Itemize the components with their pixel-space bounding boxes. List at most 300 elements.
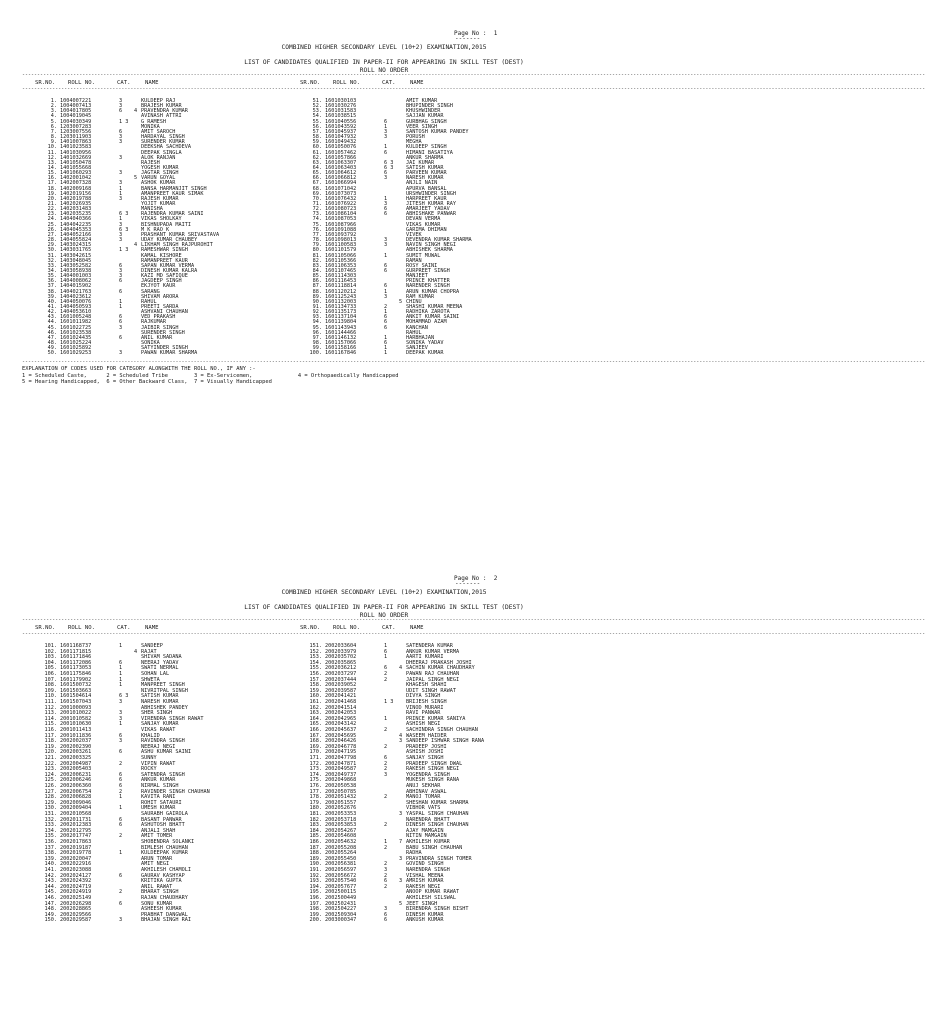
category: 3: [119, 98, 123, 104]
roll-no: 1601171846: [60, 654, 92, 661]
category: 6: [119, 108, 123, 115]
category: 1: [119, 643, 123, 649]
roll-no: 1601139804: [325, 319, 357, 326]
roll-no: 1601080723: [325, 206, 357, 213]
sr-no: 17.: [47, 180, 57, 187]
candidate-name: HARDAYAL SINGH: [141, 134, 185, 141]
candidate-name: NARENDRA BHATT: [406, 816, 450, 823]
candidate-name: SATENDERA KUMAR: [406, 643, 453, 649]
roll-no: 2002057677: [325, 883, 357, 890]
sr-no: 18.: [47, 185, 57, 192]
candidate-name: RAVINDER SINGH CHAUHAN: [141, 788, 210, 795]
header-roll-right: ROLL NO.: [333, 80, 360, 86]
header-cat-left: CAT.: [117, 625, 131, 631]
roll-no: 2002020047: [60, 855, 92, 862]
candidate-name: KHUSHWINDER: [406, 108, 441, 115]
category: 3: [384, 906, 388, 913]
roll-no: 1601076922: [325, 201, 357, 207]
category: 2: [384, 794, 388, 801]
roll-no: 1601173053: [60, 665, 92, 672]
roll-no: 2002041421: [325, 693, 357, 700]
sr-no: 22.: [47, 206, 57, 213]
candidate-name: ANKUR SHARMA: [406, 154, 444, 161]
sr-no: 64.: [312, 164, 322, 171]
page-number-underline: -------: [455, 580, 481, 587]
sr-no: 153.: [309, 654, 322, 661]
candidate-name: URSHWINDER SINGH: [406, 190, 456, 197]
roll-no: 2002004987: [60, 760, 92, 767]
sr-no: 158.: [309, 682, 322, 689]
candidate-name: DEEPAK SINGLA: [141, 149, 182, 156]
sr-no: 24.: [47, 216, 57, 223]
candidate-name: RAHUL: [406, 329, 422, 336]
category: 1: [384, 839, 388, 845]
candidate-name: ANKUR KUMAR VERMA: [406, 648, 460, 655]
sr-no: 42.: [47, 309, 57, 316]
candidate-name: MANJEET: [406, 273, 428, 280]
order-label: ROLL NO ORDER: [359, 612, 409, 619]
category: 1: [384, 345, 388, 352]
candidate-name: LIKHAM SINGH RAJPUROHIT: [141, 242, 213, 249]
roll-no: 1601022725: [60, 324, 92, 331]
category: 3: [384, 293, 388, 300]
candidate-name: ABHISHEK SHARMA: [406, 247, 453, 254]
candidate-name: AKHILESH CHAMOLI: [141, 867, 191, 873]
list-title: LIST OF CANDIDATES QUALIFIED IN PAPER-II FOR APPEARING IN SKILL TEST (DEST): [244, 59, 524, 66]
sr-no: 186.: [309, 839, 322, 845]
roll-no: 1601144466: [325, 329, 357, 336]
candidate-name: G RAMESH: [141, 118, 166, 125]
candidate-name: JAIPAL SINGH NEGI: [406, 676, 460, 683]
roll-no: 1601101579: [325, 247, 357, 254]
roll-no: 1601031583: [325, 108, 357, 115]
category: 6: [119, 314, 123, 321]
candidate-name: DHEERAJ PRAKASH JOSHI: [406, 659, 472, 666]
category: 1: [119, 682, 123, 689]
candidate-name: YASPAL SINGH CHAUHAN: [406, 811, 469, 817]
sr-no: 94.: [312, 319, 322, 326]
candidate-name: AKHILESH SILSWAL: [406, 895, 456, 901]
sr-no: 99.: [312, 345, 322, 352]
candidate-name: NEERAJ NEGI: [141, 743, 176, 750]
category: 6: [384, 283, 388, 290]
candidate-name: KAVITA RANI: [141, 794, 176, 801]
category-extra: 3: [399, 738, 403, 745]
sr-no: 75.: [312, 221, 322, 228]
sr-no: 180.: [309, 805, 322, 812]
category: 6: [119, 262, 123, 269]
roll-no: 1404042235: [60, 221, 92, 228]
roll-no: 2002012795: [60, 827, 92, 834]
sr-no: 93.: [312, 314, 322, 321]
roll-no: 2002050538: [325, 783, 357, 789]
candidate-name: SANJAY SINGH: [406, 755, 444, 761]
roll-no: 1402019156: [60, 190, 92, 197]
candidate-name: BABU SINGH CHAUHAN: [406, 844, 463, 851]
roll-no: 1601158166: [325, 345, 357, 352]
roll-no: 2002024719: [60, 883, 92, 890]
sr-no: 25.: [47, 221, 57, 228]
roll-no: 1601118814: [325, 283, 357, 290]
roll-no: 1601179902: [60, 676, 92, 683]
sr-no: 59.: [312, 139, 322, 146]
category: 2: [384, 822, 388, 829]
candidate-name: HARBHAJAN: [406, 334, 435, 341]
sr-no: 77.: [312, 231, 322, 238]
category: 6: [119, 777, 123, 784]
roll-no: 1601066812: [325, 175, 357, 182]
category: 6: [119, 288, 123, 295]
roll-no: 2001011836: [60, 732, 92, 739]
sr-no: 74.: [312, 216, 322, 223]
category: 6: [384, 262, 388, 269]
candidate-name: AARTI KUMARI: [406, 654, 444, 661]
category-legend-line: 1 = Scheduled Caste, 2 = Scheduled Tribe 3 = Ex-Servicemen, 4 = Orthopaedically Handicapped: [22, 372, 399, 379]
roll-no: 1004007413: [60, 103, 92, 110]
roll-no: 1601135173: [325, 309, 357, 316]
candidate-name: ASHVANI CHAUHAN: [141, 309, 188, 316]
category-extra: 3: [399, 855, 403, 862]
candidate-name: NITIN MAMGAIN: [406, 833, 447, 840]
roll-no: 2002037297: [325, 671, 357, 677]
sr-no: 173.: [309, 766, 322, 773]
roll-no: 2003000347: [325, 917, 357, 924]
candidate-name: KANCHAN: [406, 324, 428, 331]
sr-no: 53.: [312, 108, 322, 115]
roll-no: 1404050076: [60, 298, 92, 305]
candidate-name: VED PRAKASH: [141, 314, 176, 321]
sr-no: 142.: [44, 872, 57, 879]
roll-no: 1601030103: [325, 98, 357, 104]
category: 1: [119, 794, 123, 801]
category: 6: [119, 659, 123, 666]
roll-no: 2002509304: [325, 911, 357, 918]
sr-no: 129.: [44, 799, 57, 806]
roll-no: 1601172086: [60, 659, 92, 666]
roll-no: 1401023583: [60, 144, 92, 151]
category: 3: [384, 128, 388, 135]
sr-no: 95.: [312, 324, 322, 331]
category: 3: [119, 273, 123, 280]
sr-no: 143.: [44, 878, 57, 885]
candidate-name: M K RAO K: [141, 226, 170, 233]
roll-no: 2002049868: [325, 777, 357, 784]
sr-no: 188.: [309, 850, 322, 857]
candidate-name: BASANT PANWAR: [141, 816, 182, 823]
sr-no: 168.: [309, 738, 322, 745]
sr-no: 13.: [47, 159, 57, 166]
sr-no: 120.: [44, 749, 57, 756]
sr-no: 87.: [312, 283, 322, 290]
sr-no: 130.: [44, 805, 57, 812]
candidate-name: NIRMAL SINGH: [141, 783, 179, 789]
candidate-name: PRASHANT KUMAR SRIVASTAVA: [141, 231, 220, 238]
category: 3: [119, 350, 123, 357]
sr-no: 138.: [44, 850, 57, 857]
sr-no: 14.: [47, 164, 57, 171]
sr-no: 98.: [312, 340, 322, 347]
roll-no: 2002049587: [325, 766, 357, 773]
roll-no: 2002024919: [60, 889, 92, 896]
category: 2: [119, 833, 123, 840]
roll-no: 1401050478: [60, 159, 92, 166]
category: 2: [384, 743, 388, 750]
sr-no: 76.: [312, 226, 322, 233]
roll-no: 1403042615: [60, 252, 92, 259]
roll-no: 2002041468: [325, 699, 357, 705]
roll-no: 1601049432: [325, 139, 357, 146]
roll-no: 1601064612: [325, 170, 357, 177]
sr-no: 48.: [47, 340, 57, 347]
sr-no: 102.: [44, 648, 57, 655]
sr-no: 67.: [312, 180, 322, 187]
category-extra: 4: [134, 242, 138, 249]
candidate-name: MANOJ TOMAR: [406, 794, 441, 801]
sr-no: 134.: [44, 827, 57, 834]
category-legend-line: 5 = Hearing Handicapped, 6 = Other Backward Class, 7 = Visually Handicapped: [22, 379, 272, 385]
roll-no: 1601504614: [60, 693, 92, 700]
candidate-name: VIBHOR VATS: [406, 805, 441, 812]
sr-no: 80.: [312, 247, 322, 254]
category: 1 3: [384, 699, 394, 705]
candidate-name: ANJLI NAIN: [406, 180, 438, 187]
candidate-name: SANJAY KUMAR: [141, 721, 179, 728]
roll-no: 2002025149: [60, 895, 92, 901]
category: 1: [119, 298, 123, 305]
candidate-name: ANIL RAWAT: [141, 883, 173, 890]
candidate-name: HARPREET KAUR: [406, 195, 447, 202]
sr-no: 69.: [312, 190, 322, 197]
sr-no: 20.: [47, 195, 57, 202]
roll-no: 2002006231: [60, 771, 92, 778]
sr-no: 28.: [47, 237, 57, 244]
roll-no: 1601503663: [60, 687, 92, 694]
sr-no: 3.: [50, 108, 57, 115]
sr-no: 86.: [312, 278, 322, 285]
candidate-name: DINESH KUMAR KALRA: [141, 267, 198, 274]
candidate-name: AMARJEET YADAV: [406, 206, 450, 213]
candidate-name: PRAVENDRA KUMAR: [141, 108, 188, 115]
roll-no: 2002012383: [60, 822, 92, 829]
candidate-name: ANKIT KUMAR SAINI: [406, 314, 460, 321]
sr-no: 60.: [312, 144, 322, 151]
sr-no: 61.: [312, 149, 322, 156]
candidate-name: PRINCE KHATTER: [406, 278, 450, 285]
roll-no: 2002500449: [325, 895, 357, 901]
candidate-name: SURENDER KUMAR: [141, 139, 185, 146]
candidate-name: DEVAN VERMA: [406, 216, 441, 223]
roll-no: 1601087966: [325, 221, 357, 228]
candidate-name: SUNNY: [141, 755, 157, 761]
roll-no: 1601091088: [325, 226, 357, 233]
sr-no: 152.: [309, 648, 322, 655]
sr-no: 70.: [312, 195, 322, 202]
candidate-name: ASHISH NEGI: [406, 721, 441, 728]
roll-no: 2002035865: [325, 659, 357, 666]
roll-no: 2002055450: [325, 855, 357, 862]
candidate-name: YOGESH KUMAR: [141, 164, 179, 171]
candidate-name: RAVI PANWAR: [406, 710, 441, 717]
roll-no: 1601105366: [325, 257, 357, 264]
roll-no: 1601098013: [325, 237, 357, 244]
category: 3: [119, 738, 123, 745]
sr-no: 50.: [47, 350, 57, 357]
category: 3: [119, 170, 123, 177]
roll-no: 2002051432: [325, 794, 357, 801]
sr-no: 54.: [312, 113, 322, 120]
sr-no: 43.: [47, 314, 57, 321]
sr-no: 55.: [312, 118, 322, 125]
candidate-name: ALOK RANJAN: [141, 154, 176, 161]
candidate-name: GURPREET SINGH: [406, 267, 450, 274]
category: 6: [384, 917, 388, 924]
candidate-name: ASHUTOSH BHATT: [141, 822, 185, 829]
category: 3: [119, 699, 123, 705]
header-sr-right: SR.NO.: [300, 80, 321, 86]
category: 3: [384, 237, 388, 244]
category: 6: [119, 128, 123, 135]
sr-no: 47.: [47, 334, 57, 341]
list-end-rule: ------------------------------------------------------------------------------------------------------------------------------------------------------------------------------------------------------------------------------------------------------------------------------------------------------------: [22, 359, 925, 365]
candidate-name: DEVENDRA KUMAR SHARMA: [406, 237, 472, 244]
candidate-name: VIVEK: [406, 231, 422, 238]
sr-no: 141.: [44, 867, 57, 873]
candidate-name: BRAJESH KUMAR: [141, 103, 182, 110]
roll-no: 2002006360: [60, 783, 92, 789]
candidate-name: SOHAN LAL: [141, 671, 170, 677]
roll-no: 1601025224: [60, 340, 92, 347]
roll-no: 2002050785: [325, 788, 357, 795]
candidate-name: JITESH KUMAR RAY: [406, 201, 456, 207]
sr-no: 44.: [47, 319, 57, 326]
sr-no: 23.: [47, 211, 57, 218]
candidate-name: SANJEEV: [406, 345, 428, 352]
category: 1: [119, 304, 123, 310]
header-name-left: NAME: [145, 80, 159, 86]
roll-no: 2002043142: [325, 721, 357, 728]
candidate-name: PAWAN KUMAR SHARMA: [141, 350, 198, 357]
candidate-name: NARESH KUMAR: [406, 175, 444, 182]
candidate-name: VARUN GOYAL: [141, 175, 176, 182]
sr-no: 159.: [309, 687, 322, 694]
candidate-name: GOVIND SINGH: [406, 861, 444, 868]
candidate-name: GARIMA DHIMAN: [406, 226, 447, 233]
sr-no: 40.: [47, 298, 57, 305]
candidate-name: RAMANPREET KAUR: [141, 257, 188, 264]
category: 6: [384, 648, 388, 655]
sr-no: 4.: [50, 113, 57, 120]
category: 2: [384, 760, 388, 767]
candidate-name: SANDEEP: [141, 643, 163, 649]
roll-no: 2002002390: [60, 743, 92, 750]
sr-no: 2.: [50, 103, 57, 110]
category: 2: [384, 304, 388, 310]
roll-no: 1601105066: [325, 252, 357, 259]
category: 3: [119, 231, 123, 238]
category-extra: 5: [134, 175, 138, 182]
roll-no: 1402031483: [60, 206, 92, 213]
category: 6: [384, 267, 388, 274]
roll-no: 1601157066: [325, 340, 357, 347]
sr-no: 66.: [312, 175, 322, 182]
category: 6: [384, 314, 388, 321]
roll-no: 2002056672: [325, 872, 357, 879]
sr-no: 157.: [309, 676, 322, 683]
header-cat-right: CAT.: [382, 625, 396, 631]
sr-no: 171.: [309, 755, 322, 761]
sr-no: 149.: [44, 911, 57, 918]
candidate-name: SURENDER SINGH: [141, 329, 185, 336]
category: 6: [384, 211, 388, 218]
page-number: Page No : 2: [454, 575, 498, 582]
roll-no: 1404053610: [60, 309, 92, 316]
category: 6: [119, 319, 123, 326]
category: 3: [119, 139, 123, 146]
roll-no: 2002053853: [325, 822, 357, 829]
category-extra: 4: [134, 108, 138, 115]
sr-no: 8.: [50, 134, 57, 141]
header-sr-left: SR.NO.: [35, 625, 56, 631]
page-number-underline: -------: [455, 35, 481, 42]
sr-no: 73.: [312, 211, 322, 218]
roll-no: 2002051557: [325, 799, 357, 806]
sr-no: 167.: [309, 732, 322, 739]
candidate-name: SHASHI KUMAR MEENA: [406, 304, 463, 310]
roll-no: 2002037444: [325, 676, 357, 683]
category: 3: [384, 175, 388, 182]
candidate-name: MANPREET SINGH: [141, 682, 185, 689]
roll-no: 1402026935: [60, 201, 92, 207]
roll-no: 1601047932: [325, 134, 357, 141]
roll-no: 2002045637: [325, 727, 357, 733]
candidate-name: SHOBENDRA SOLANKI: [141, 839, 195, 845]
sr-no: 115.: [44, 721, 57, 728]
roll-no: 2002009404: [60, 805, 92, 812]
candidate-name: HIMANI BASATIYA: [406, 149, 453, 156]
candidate-name: ROCKY: [141, 766, 157, 773]
candidate-name: VISHAL MEENA: [406, 872, 444, 879]
roll-no: 2002053353: [325, 811, 357, 817]
sr-no: 140.: [44, 861, 57, 868]
sr-no: 62.: [312, 154, 322, 161]
candidate-name: VIRENDRA SINGH RAWAT: [141, 715, 204, 722]
candidate-name: DEEPAK KUMAR: [406, 350, 444, 357]
category: 1: [384, 715, 388, 722]
candidate-name: GAURAV KASHYAP: [141, 872, 185, 879]
sr-no: 191.: [309, 867, 322, 873]
roll-no: 2002023088: [60, 867, 92, 873]
roll-no: 1601024435: [60, 334, 92, 341]
category: 3: [384, 134, 388, 141]
category: 3: [119, 917, 123, 924]
header-roll-right: ROLL NO.: [333, 625, 360, 631]
sr-no: 172.: [309, 760, 322, 767]
category: 6: [384, 911, 388, 918]
roll-no: 1401007863: [60, 139, 92, 146]
roll-no: 1601050076: [325, 144, 357, 151]
roll-no: 1401060293: [60, 170, 92, 177]
roll-no: 2002003325: [60, 755, 92, 761]
sr-no: 145.: [44, 889, 57, 896]
roll-no: 2002055208: [325, 844, 357, 851]
roll-no: 2002041514: [325, 704, 357, 711]
category: 2: [119, 760, 123, 767]
sr-no: 97.: [312, 334, 322, 341]
candidate-name: GURBHAG SINGH: [406, 118, 447, 125]
category-extra: 3: [399, 811, 403, 817]
sr-no: 36.: [47, 278, 57, 285]
candidate-name: RAM KUMAR: [406, 293, 435, 300]
